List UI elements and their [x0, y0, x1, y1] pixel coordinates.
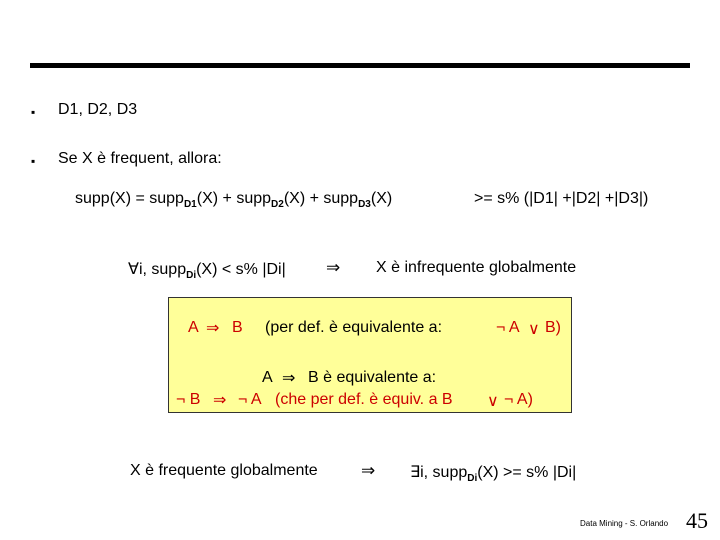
subscript-d2: D2 [271, 199, 284, 210]
or-symbol: ∨ [528, 321, 540, 338]
negation-a-closing: ¬ A) [504, 391, 533, 408]
premise-a: A [188, 319, 199, 336]
formula-term: i, supp [420, 464, 468, 481]
conclusion-b: B [232, 319, 243, 336]
subscript-di: Di [186, 270, 197, 281]
subscript-d3: D3 [358, 199, 371, 210]
support-sum-formula [75, 190, 392, 210]
implies-arrow: ⇒ [326, 258, 341, 277]
line2-a: A [262, 369, 273, 386]
subscript-d1: D1 [183, 199, 197, 210]
threshold-expression: >= s% (|D1| +|D2| +|D3|) [474, 190, 649, 207]
formula-term: (X) >= s% |Di| [477, 464, 577, 481]
or-symbol: ∨ [487, 393, 499, 410]
disjunct-b: B) [545, 319, 561, 336]
frequent-global-premise: X è frequente globalmente [130, 462, 318, 479]
formula-lhs: supp(X) = supp [75, 190, 184, 207]
formula-term: (X) + supp [196, 190, 272, 207]
exists-symbol: ∃ [410, 464, 421, 481]
infrequent-global-conclusion: X è infrequente globalmente [376, 259, 577, 276]
exists-local-formula [410, 462, 576, 484]
line2-equivalence: B è equivalente a: [308, 369, 437, 386]
negation-a: ¬ A [238, 391, 262, 408]
infrequent-local-formula [128, 259, 286, 281]
bullet-item-datasets: D1, D2, D3 [58, 101, 138, 118]
top-rule [30, 63, 690, 68]
footer-credit: Data Mining - S. Orlando [580, 519, 669, 528]
page-number: 45 [686, 508, 708, 533]
forall-symbol: ∀ [128, 261, 139, 278]
bullet-marker: ▪ [31, 105, 36, 119]
formula-lhs: i, supp [138, 261, 187, 278]
contrapositive-definition: (che per def. è equiv. a B [275, 391, 453, 408]
formula-term: (X) [370, 190, 393, 207]
negation-b: ¬ B [176, 391, 201, 408]
implies-arrow: ⇒ [213, 392, 227, 409]
implies-arrow: ⇒ [361, 461, 376, 480]
bullet-marker: ▪ [31, 154, 36, 168]
definition-text: (per def. è equivalente a: [265, 319, 443, 336]
formula-term: (X) + supp [283, 190, 359, 207]
formula-term: (X) < s% |Di| [196, 261, 286, 278]
bullet-item-condition: Se X è frequent, allora: [58, 150, 222, 167]
implies-arrow: ⇒ [206, 320, 220, 337]
implies-arrow: ⇒ [282, 370, 296, 387]
negation-a: ¬ A [496, 319, 520, 336]
subscript-di: Di [467, 473, 478, 484]
